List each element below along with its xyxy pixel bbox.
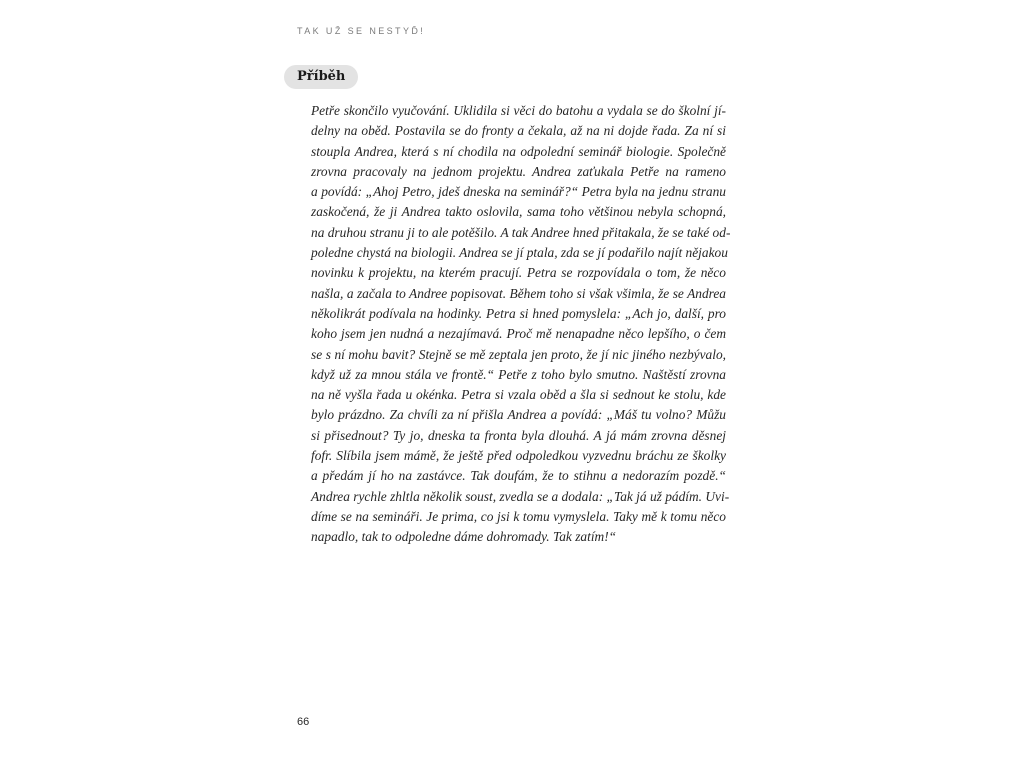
page-number: 66: [297, 716, 310, 728]
story-line: delny na oběd. Postavila se do fronty a čekala, až na ni dojde řada. Za ní si: [311, 123, 726, 139]
story-line: na druhou stranu ji to ale potěšilo. A tak Andree hned přitakala, že se také od-: [311, 224, 731, 240]
story-line: a předám jí ho na zastávce. Tak doufám, že to stihnu a nedorazím pozdě.“: [311, 468, 726, 484]
story-line: poledne chystá na biologii. Andrea se jí ptala, zda se jí podařilo najít nějakou: [311, 245, 728, 261]
story-line: bylo prázdno. Za chvíli za ní přišla Andrea a povídá: „Máš tu volno? Můžu: [311, 407, 726, 423]
story-line: a povídá: „Ahoj Petro, jdeš dneska na seminář?“ Petra byla na jednu stranu: [311, 184, 726, 200]
story-line: díme se na semináři. Je prima, co jsi k tomu vymyslela. Taky mě k tomu něco: [311, 508, 726, 524]
story-line: na ně vyšla řada u okénka. Petra si vzala oběd a šla si sednout ke stolu, kde: [311, 387, 726, 403]
story-line: stoupla Andrea, která s ní chodila na odpolední seminář biologie. Společně: [311, 143, 726, 159]
story-line: několikrát podívala na hodinky. Petra si hned pomyslela: „Ach jo, další, pro: [311, 305, 726, 321]
story-line: si přisednout? Ty jo, dneska ta fronta byla dlouhá. A já mám zrovna děsnej: [311, 427, 726, 443]
story-line: fofr. Slíbila jsem mámě, že ještě před odpoledkou vyzvednu bráchu ze školky: [311, 448, 726, 464]
story-line: se s ní mohu bavit? Stejně se mě zeptala jen proto, že jí nic jiného nezbývalo,: [311, 346, 726, 362]
story-line: novinku k projektu, na kterém pracují. Petra se rozpovídala o tom, že něco: [311, 265, 726, 281]
story-line: Petře skončilo vyučování. Uklidila si věci do batohu a vydala se do školní jí-: [311, 103, 726, 118]
story-line: koho jsem jen nudná a nezajímavá. Proč mě nenapadne něco lepšího, o čem: [311, 326, 726, 342]
story-line: Andrea rychle zhltla několik soust, zvedla se a dodala: „Tak já už pádím. Uvi-: [311, 488, 730, 504]
running-head: TAK UŽ SE NESTYĎ!: [297, 26, 426, 36]
story-line: zaskočená, že ji Andrea takto oslovila, sama toho většinou nebyla schopná,: [311, 204, 726, 220]
story-line: napadlo, tak to odpoledne dáme dohromady. Tak zatím!“: [311, 529, 617, 545]
story-line: našla, a začala to Andree popisovat. Během toho si však všimla, že se Andrea: [311, 285, 726, 301]
story-text: [311, 101, 731, 548]
story-line: zrovna pracovaly na jednom projektu. Andrea zaťukala Petře na rameno: [311, 163, 726, 179]
story-line: když už za mnou stála ve frontě.“ Petře z toho bylo smutno. Naštěstí zrovna: [311, 366, 726, 382]
section-heading: Příběh: [284, 65, 358, 89]
